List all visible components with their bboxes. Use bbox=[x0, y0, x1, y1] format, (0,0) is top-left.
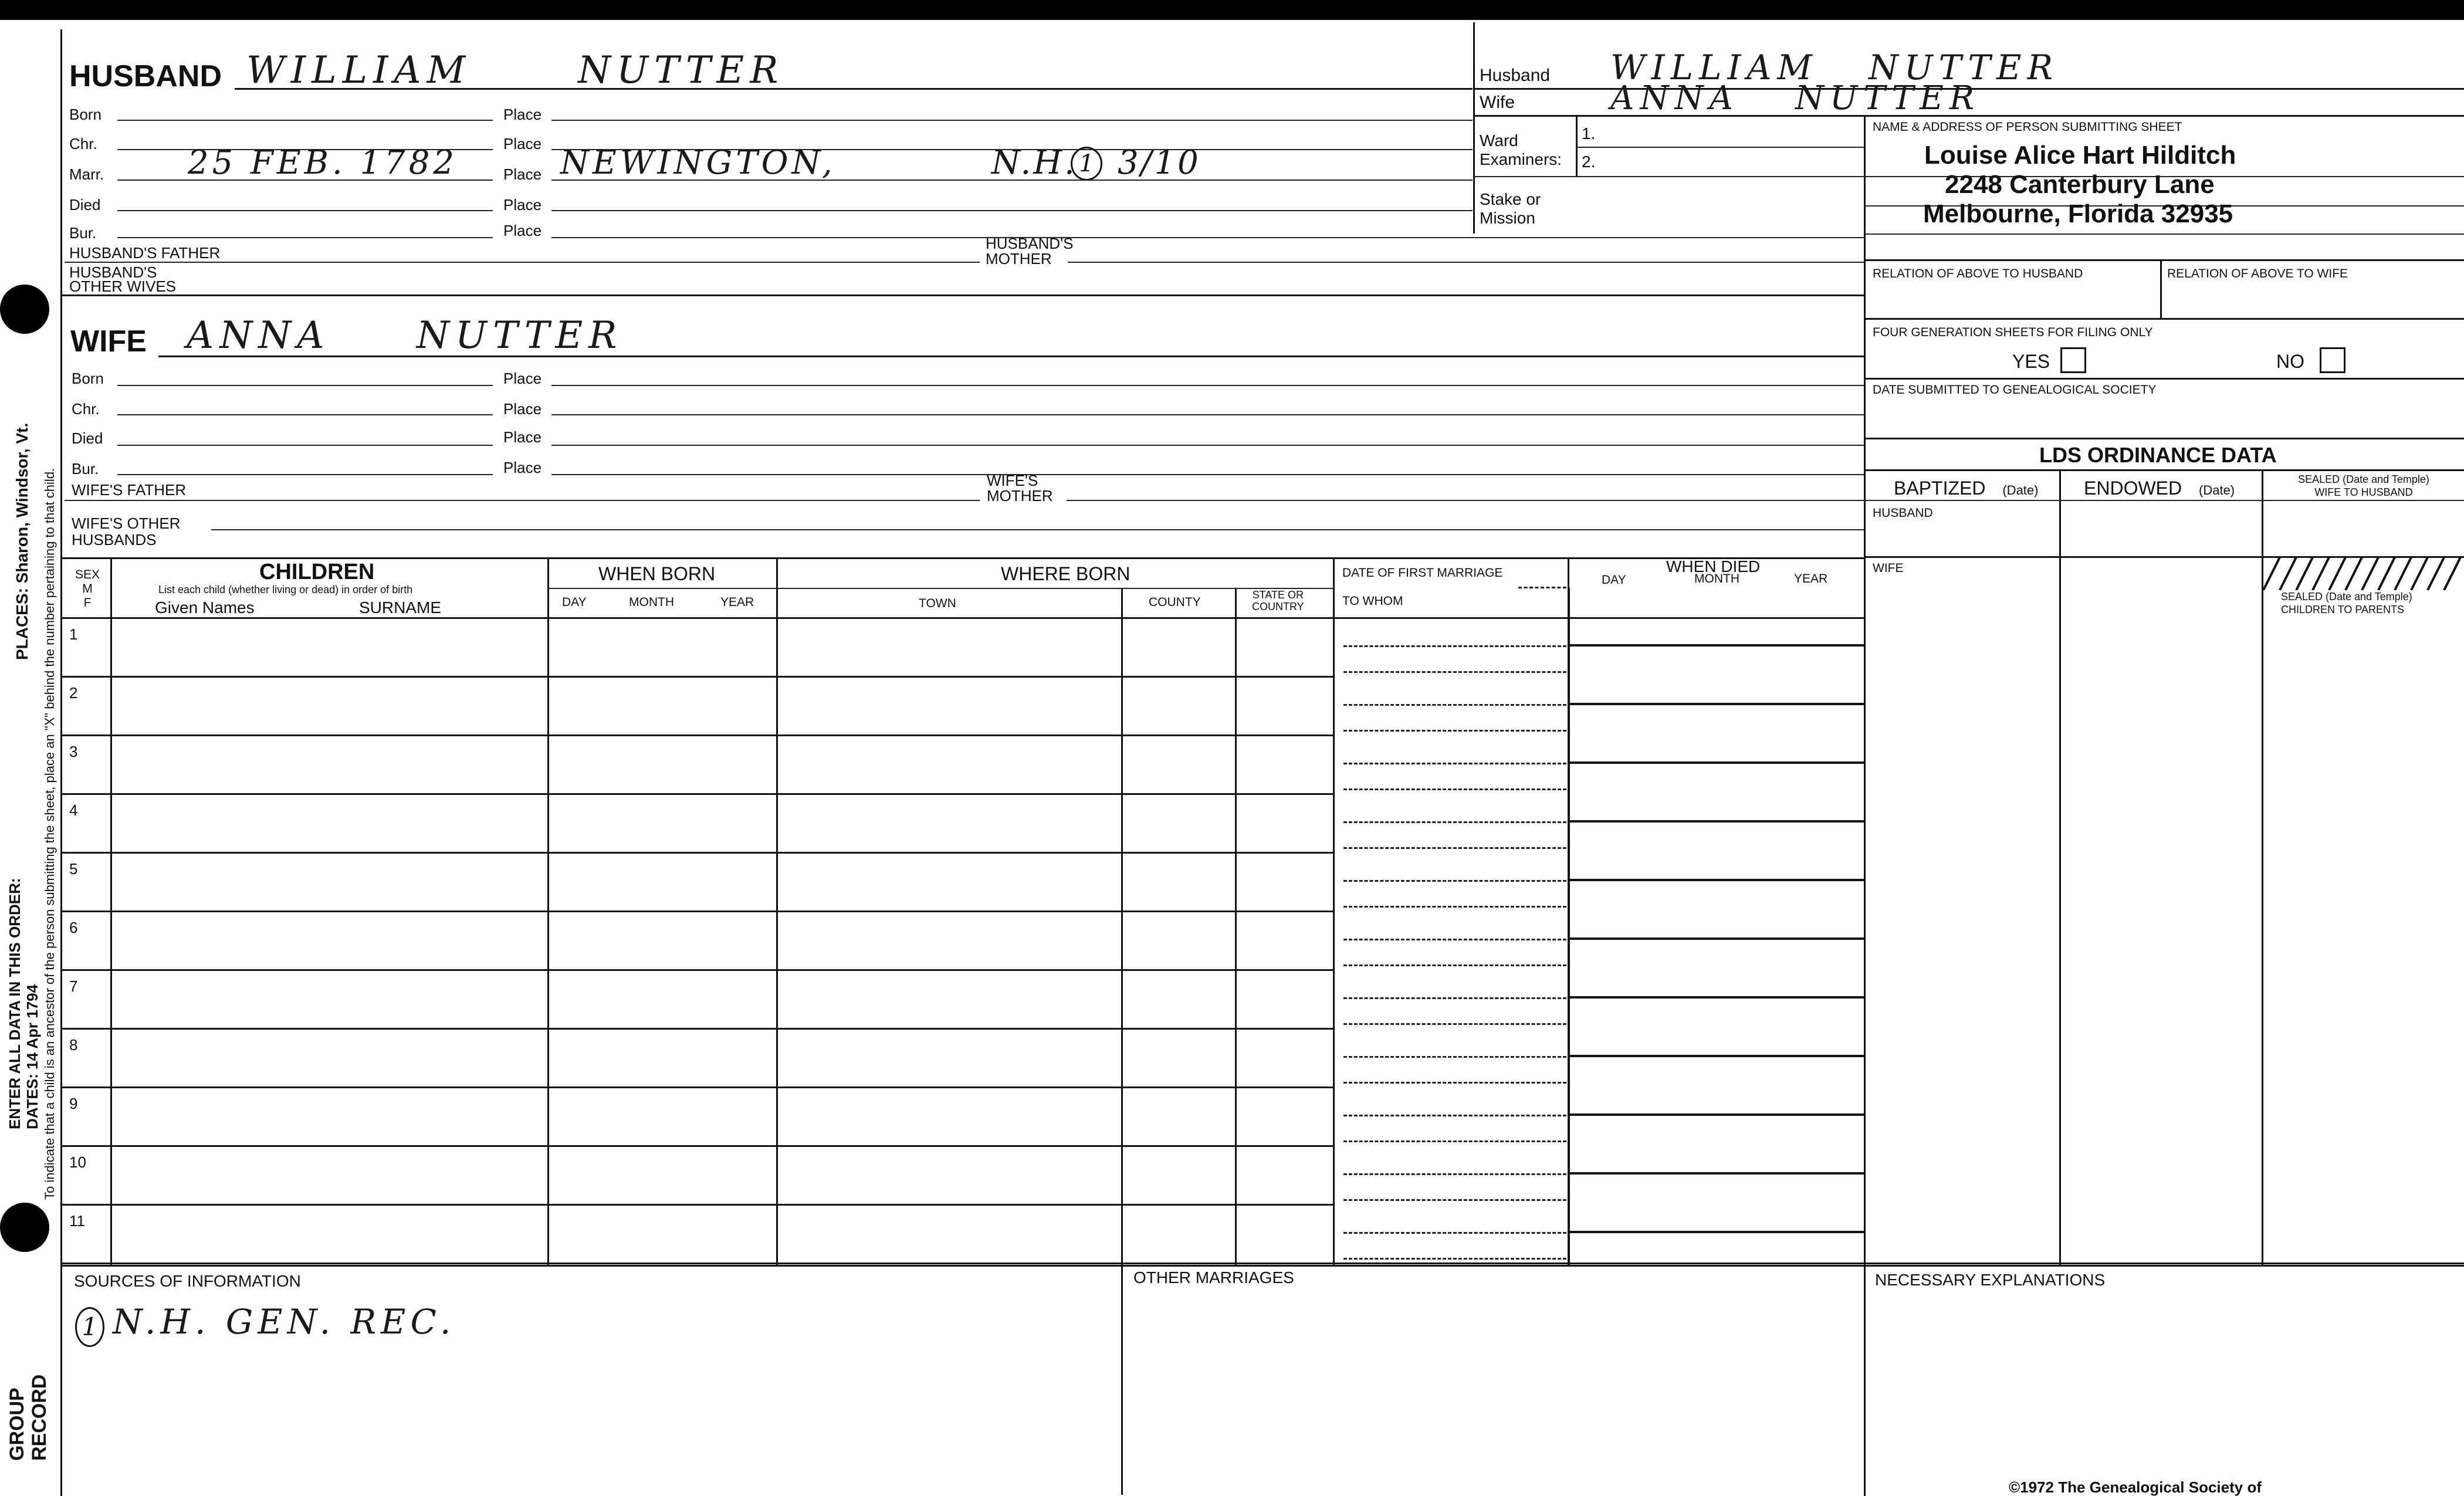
right-panel-divider bbox=[1864, 116, 1866, 1496]
husband-bur-label: Bur. bbox=[69, 224, 97, 242]
col-county-divider bbox=[1235, 589, 1237, 1266]
header-wife-line bbox=[1473, 115, 2464, 117]
child-row-line bbox=[60, 793, 1333, 795]
lds-husband-label: HUSBAND bbox=[1873, 506, 1933, 520]
child-row-number: 11 bbox=[69, 1212, 85, 1230]
lds-hatched-area bbox=[2263, 557, 2464, 590]
child-when-died-line[interactable] bbox=[1568, 879, 1864, 881]
date-submitted-bottom-line bbox=[1864, 438, 2464, 439]
husband-mother-line[interactable] bbox=[1068, 262, 1864, 263]
husband-born-place-label: Place bbox=[503, 106, 542, 123]
submitter-line-3 bbox=[1864, 233, 2464, 235]
child-to-whom-dash[interactable] bbox=[1343, 788, 1566, 790]
col-town-divider bbox=[1121, 589, 1123, 1495]
child-to-whom-dash[interactable] bbox=[1343, 730, 1566, 732]
when-born-month-label: MONTH bbox=[629, 595, 674, 609]
husband-marr-place[interactable]: NEWINGTON, bbox=[560, 144, 836, 182]
wife-label: WIFE bbox=[70, 324, 147, 358]
lds-endowed-label: ENDOWED (Date) bbox=[2084, 478, 2235, 499]
child-row-line bbox=[60, 969, 1333, 971]
submitter-name: Louise Alice Hart Hilditch bbox=[1924, 141, 2236, 170]
sources-label: SOURCES OF INFORMATION bbox=[74, 1272, 301, 1290]
wife-chr-place-line[interactable] bbox=[551, 414, 1864, 415]
col-children-divider bbox=[547, 559, 549, 1266]
header-wife-given[interactable]: ANNA bbox=[1610, 79, 1739, 117]
child-row-line bbox=[60, 1263, 2464, 1264]
submitter-street: 2248 Canterbury Lane bbox=[1945, 170, 2215, 199]
child-first-marriage-dash[interactable] bbox=[1343, 645, 1566, 647]
husband-died-label: Died bbox=[69, 196, 101, 214]
children-header-bottom-line bbox=[60, 617, 1864, 619]
header-husband-surname[interactable]: NUTTER bbox=[1869, 48, 2059, 87]
child-row-line bbox=[60, 676, 1333, 678]
ward-examiner-2[interactable]: 2. bbox=[1582, 153, 1596, 171]
submitter-label: NAME & ADDRESS OF PERSON SUBMITTING SHEET bbox=[1873, 120, 2182, 134]
wife-bur-place-label: Place bbox=[503, 459, 542, 476]
wife-chr-label: Chr. bbox=[72, 400, 100, 418]
child-row-number: 4 bbox=[69, 801, 78, 819]
relation-bottom-line bbox=[1864, 318, 2464, 320]
husband-bur-place-label: Place bbox=[503, 222, 542, 239]
col-when-born-divider bbox=[776, 559, 778, 1266]
children-given-names-label: Given Names bbox=[155, 598, 255, 617]
wife-chr-line[interactable] bbox=[117, 414, 493, 415]
lds-title-line bbox=[1864, 469, 2464, 471]
first-marriage-label: DATE OF FIRST MARRIAGE bbox=[1342, 566, 1503, 580]
when-died-label: WHEN DIED bbox=[1666, 557, 1761, 576]
wife-bur-place-line[interactable] bbox=[551, 474, 1864, 475]
wife-born-place-label: Place bbox=[503, 370, 542, 387]
child-first-marriage-dash[interactable] bbox=[1343, 704, 1566, 706]
child-when-died-line[interactable] bbox=[1568, 1055, 1864, 1057]
side-group-record-label: GROUP RECORD bbox=[6, 1374, 50, 1461]
header-husband-given[interactable]: WILLIAM bbox=[1610, 48, 1818, 87]
wife-given-name[interactable]: ANNA bbox=[187, 314, 330, 357]
child-row-line bbox=[60, 1028, 1333, 1030]
wife-father-line[interactable] bbox=[65, 500, 980, 501]
husband-given-name[interactable]: WILLIAM bbox=[246, 49, 472, 92]
husband-marr-place-line[interactable] bbox=[551, 180, 1473, 181]
child-to-whom-dash[interactable] bbox=[1343, 847, 1566, 849]
children-table-bottom-line bbox=[60, 1265, 2464, 1267]
submitter-bottom-line bbox=[1864, 259, 2464, 261]
relation-wife-label: RELATION OF ABOVE TO WIFE bbox=[2167, 267, 2348, 280]
husband-born-line[interactable] bbox=[117, 120, 493, 121]
lds-baptized-label: BAPTIZED (Date) bbox=[1894, 478, 2039, 499]
husband-born-place-line[interactable] bbox=[551, 120, 1473, 121]
col-where-born-divider bbox=[1333, 559, 1335, 1266]
lds-sealed-children-label: SEALED (Date and Temple) CHILDREN TO PARENTS bbox=[2281, 591, 2412, 615]
husband-marr-place-label: Place bbox=[503, 165, 542, 183]
child-first-marriage-dash[interactable] bbox=[1343, 1232, 1566, 1234]
child-first-marriage-dash[interactable] bbox=[1343, 880, 1566, 882]
four-gen-yes-label: YES bbox=[2012, 351, 2050, 372]
four-gen-no-checkbox[interactable] bbox=[2320, 347, 2345, 373]
necessary-explanations-label: NECESSARY EXPLANATIONS bbox=[1875, 1271, 2106, 1289]
husband-died-line[interactable] bbox=[117, 210, 493, 211]
wife-died-line[interactable] bbox=[117, 445, 493, 446]
children-title: CHILDREN bbox=[259, 560, 375, 584]
child-row-line bbox=[60, 1204, 1333, 1206]
side-places-text: PLACES: Sharon, Windsor, Vt. bbox=[13, 422, 31, 660]
header-husband-label: Husband bbox=[1480, 66, 1551, 85]
where-born-town-label: TOWN bbox=[919, 597, 956, 610]
children-header-midline bbox=[547, 588, 1333, 589]
header-wife-surname[interactable]: NUTTER bbox=[1795, 79, 1980, 117]
husband-died-place-label: Place bbox=[503, 196, 542, 214]
child-to-whom-dash[interactable] bbox=[1343, 1258, 1566, 1260]
child-first-marriage-dash[interactable] bbox=[1343, 1173, 1566, 1175]
wife-name-line bbox=[158, 356, 1864, 357]
ward-label: Ward Examiners: bbox=[1480, 131, 1562, 168]
child-when-died-line[interactable] bbox=[1568, 1113, 1864, 1116]
child-row-number: 3 bbox=[69, 743, 78, 760]
child-row-number: 9 bbox=[69, 1095, 78, 1112]
four-gen-label: FOUR GENERATION SHEETS FOR FILING ONLY bbox=[1873, 326, 2153, 339]
wife-born-line[interactable] bbox=[117, 385, 493, 386]
first-marriage-dash bbox=[1518, 587, 1566, 588]
punch-hole-bottom bbox=[0, 1203, 49, 1252]
child-row-line bbox=[60, 852, 1333, 854]
where-born-county-label: COUNTY bbox=[1149, 595, 1201, 609]
husband-other-wives-label: HUSBAND'S OTHER WIVES bbox=[69, 263, 177, 295]
side-indicate-text: To indicate that a child is an ancestor of the person submitting the sheet, place an "X" behind the number pertaining to that child. bbox=[42, 468, 57, 1200]
husband-surname[interactable]: NUTTER bbox=[578, 49, 784, 92]
wife-born-label: Born bbox=[72, 370, 104, 387]
lds-sealed-wife-label: SEALED (Date and Temple) WIFE TO HUSBAND bbox=[2298, 473, 2429, 498]
child-when-died-line[interactable] bbox=[1568, 761, 1864, 764]
child-row-number: 2 bbox=[69, 684, 78, 702]
top-scan-border bbox=[0, 0, 2464, 20]
four-gen-yes-checkbox[interactable] bbox=[2060, 347, 2086, 373]
child-first-marriage-dash[interactable] bbox=[1343, 821, 1566, 823]
child-row-number: 10 bbox=[69, 1153, 86, 1171]
col-day-divider bbox=[1568, 588, 1570, 1266]
wife-other-husbands-line[interactable] bbox=[211, 529, 1864, 530]
lds-wife-label: WIFE bbox=[1873, 561, 1904, 575]
husband-marr-source-circle bbox=[1071, 147, 1102, 181]
child-to-whom-dash[interactable] bbox=[1343, 1082, 1566, 1084]
child-to-whom-dash[interactable] bbox=[1343, 1140, 1566, 1142]
wife-died-place-line[interactable] bbox=[551, 445, 1864, 446]
children-subtitle: List each child (whether living or dead) in order of birth bbox=[158, 584, 413, 595]
child-first-marriage-dash[interactable] bbox=[1343, 1056, 1566, 1058]
date-submitted-label: DATE SUBMITTED TO GENEALOGICAL SOCIETY bbox=[1873, 383, 2157, 397]
four-gen-bottom-line bbox=[1864, 378, 2464, 380]
child-to-whom-dash[interactable] bbox=[1343, 1023, 1566, 1025]
copyright-text: ©1972 The Genealogical Society of bbox=[2009, 1478, 2262, 1496]
children-sex-label: SEX M F bbox=[75, 568, 100, 610]
husband-father-line[interactable] bbox=[65, 262, 980, 263]
husband-bur-place-line[interactable] bbox=[551, 237, 1864, 238]
husband-marr-state[interactable]: N.H. bbox=[991, 144, 1077, 182]
child-when-died-line[interactable] bbox=[1568, 1172, 1864, 1175]
children-surname-label: SURNAME bbox=[359, 598, 442, 617]
child-when-died-line[interactable] bbox=[1568, 1231, 1864, 1233]
ward-examiner-1[interactable]: 1. bbox=[1582, 124, 1596, 143]
child-when-died-line[interactable] bbox=[1568, 937, 1864, 940]
husband-name-line bbox=[235, 88, 1473, 90]
child-row-line bbox=[60, 1145, 1333, 1147]
ward-examiner-1-line bbox=[1576, 147, 1864, 148]
col-sex-divider bbox=[110, 559, 112, 1266]
husband-marr-source-number: 1 bbox=[1079, 150, 1094, 177]
husband-died-place-line[interactable] bbox=[551, 210, 1473, 211]
lds-divider-1 bbox=[2059, 469, 2061, 1265]
wife-surname[interactable]: NUTTER bbox=[417, 314, 623, 357]
child-row-number: 5 bbox=[69, 860, 78, 878]
submitter-city: Melbourne, Florida 32935 bbox=[1923, 199, 2233, 228]
child-first-marriage-dash[interactable] bbox=[1343, 1115, 1566, 1116]
wife-died-label: Died bbox=[72, 429, 103, 447]
child-when-died-line[interactable] bbox=[1568, 996, 1864, 999]
child-row-number: 8 bbox=[69, 1036, 78, 1054]
stake-label: Stake or Mission bbox=[1480, 190, 1541, 227]
side-enter-data-text: ENTER ALL DATA IN THIS ORDER: DATES: 14 Apr 1794 bbox=[6, 878, 41, 1129]
husband-chr-place-label: Place bbox=[503, 135, 542, 153]
wife-bur-line[interactable] bbox=[117, 474, 493, 475]
husband-mother-label: HUSBAND'S MOTHER bbox=[986, 235, 1074, 268]
child-first-marriage-dash[interactable] bbox=[1343, 763, 1566, 764]
husband-father-label: HUSBAND'S FATHER bbox=[69, 244, 221, 262]
header-divider-vertical bbox=[1473, 22, 1475, 233]
lds-title: LDS ORDINANCE DATA bbox=[2039, 443, 2277, 467]
when-died-day-label: DAY bbox=[1602, 573, 1626, 587]
child-when-died-line[interactable] bbox=[1568, 820, 1864, 823]
husband-marr-label: Marr. bbox=[69, 165, 104, 183]
header-wife-label: Wife bbox=[1480, 93, 1515, 112]
child-row-line bbox=[60, 735, 1333, 736]
sources-entry-circle bbox=[75, 1307, 104, 1347]
child-to-whom-dash[interactable] bbox=[1343, 906, 1566, 908]
child-when-died-line[interactable] bbox=[1568, 644, 1864, 647]
sources-entry-number: 1 bbox=[82, 1312, 98, 1341]
wife-died-place-label: Place bbox=[503, 428, 542, 446]
child-row-line bbox=[60, 1087, 1333, 1088]
sources-entry[interactable]: N.H. GEN. REC. bbox=[113, 1302, 456, 1342]
wife-father-label: WIFE'S FATHER bbox=[72, 481, 187, 499]
to-whom-label: TO WHOM bbox=[1342, 594, 1403, 608]
child-to-whom-dash[interactable] bbox=[1343, 671, 1566, 673]
wife-mother-label: WIFE'S MOTHER bbox=[987, 472, 1053, 505]
left-frame-line bbox=[60, 29, 62, 1496]
wife-chr-place-label: Place bbox=[503, 400, 542, 418]
lds-header-bottom-line bbox=[1864, 500, 2464, 501]
child-first-marriage-dash[interactable] bbox=[1343, 997, 1566, 999]
wife-mother-line[interactable] bbox=[1067, 500, 1864, 501]
husband-marr-line[interactable] bbox=[117, 180, 493, 181]
husband-section-bottom-line bbox=[60, 295, 1864, 296]
when-born-day-label: DAY bbox=[562, 595, 587, 609]
husband-marr-reference[interactable]: 3/10 bbox=[1118, 144, 1201, 182]
child-first-marriage-dash[interactable] bbox=[1343, 939, 1566, 940]
husband-born-label: Born bbox=[69, 106, 101, 123]
husband-chr-label: Chr. bbox=[69, 135, 97, 153]
wife-bur-label: Bur. bbox=[72, 460, 99, 478]
ward-bottom-line bbox=[1473, 176, 1864, 177]
child-when-died-line[interactable] bbox=[1568, 703, 1864, 705]
ward-divider bbox=[1576, 116, 1578, 176]
where-born-label: WHERE BORN bbox=[1001, 563, 1131, 584]
four-gen-no-label: NO bbox=[2276, 351, 2304, 372]
when-died-header-divider bbox=[1568, 559, 1569, 588]
husband-label: HUSBAND bbox=[69, 59, 222, 93]
relation-husband-label: RELATION OF ABOVE TO HUSBAND bbox=[1873, 267, 2083, 280]
wife-other-husbands-label: WIFE'S OTHER HUSBANDS bbox=[72, 515, 181, 549]
other-marriages-label: OTHER MARRIAGES bbox=[1133, 1268, 1294, 1287]
when-died-year-label: YEAR bbox=[1794, 572, 1828, 585]
child-row-line bbox=[60, 911, 1333, 912]
where-born-state-label: STATE OR COUNTRY bbox=[1252, 589, 1304, 612]
child-row-number: 1 bbox=[69, 625, 78, 643]
when-died-month-label: MONTH bbox=[1694, 572, 1739, 585]
child-to-whom-dash[interactable] bbox=[1343, 964, 1566, 966]
when-born-label: WHEN BORN bbox=[598, 563, 716, 584]
wife-section-bottom-line bbox=[60, 557, 1864, 559]
husband-marr-date[interactable]: 25 FEB. 1782 bbox=[188, 144, 458, 182]
child-row-number: 6 bbox=[69, 919, 78, 936]
child-to-whom-dash[interactable] bbox=[1343, 1199, 1566, 1201]
copyright-icon: © bbox=[2009, 1478, 2020, 1496]
relation-divider bbox=[2160, 259, 2162, 318]
wife-born-place-line[interactable] bbox=[551, 385, 1864, 386]
when-born-year-label: YEAR bbox=[720, 595, 754, 609]
husband-bur-line[interactable] bbox=[117, 237, 493, 238]
child-row-number: 7 bbox=[69, 977, 78, 995]
